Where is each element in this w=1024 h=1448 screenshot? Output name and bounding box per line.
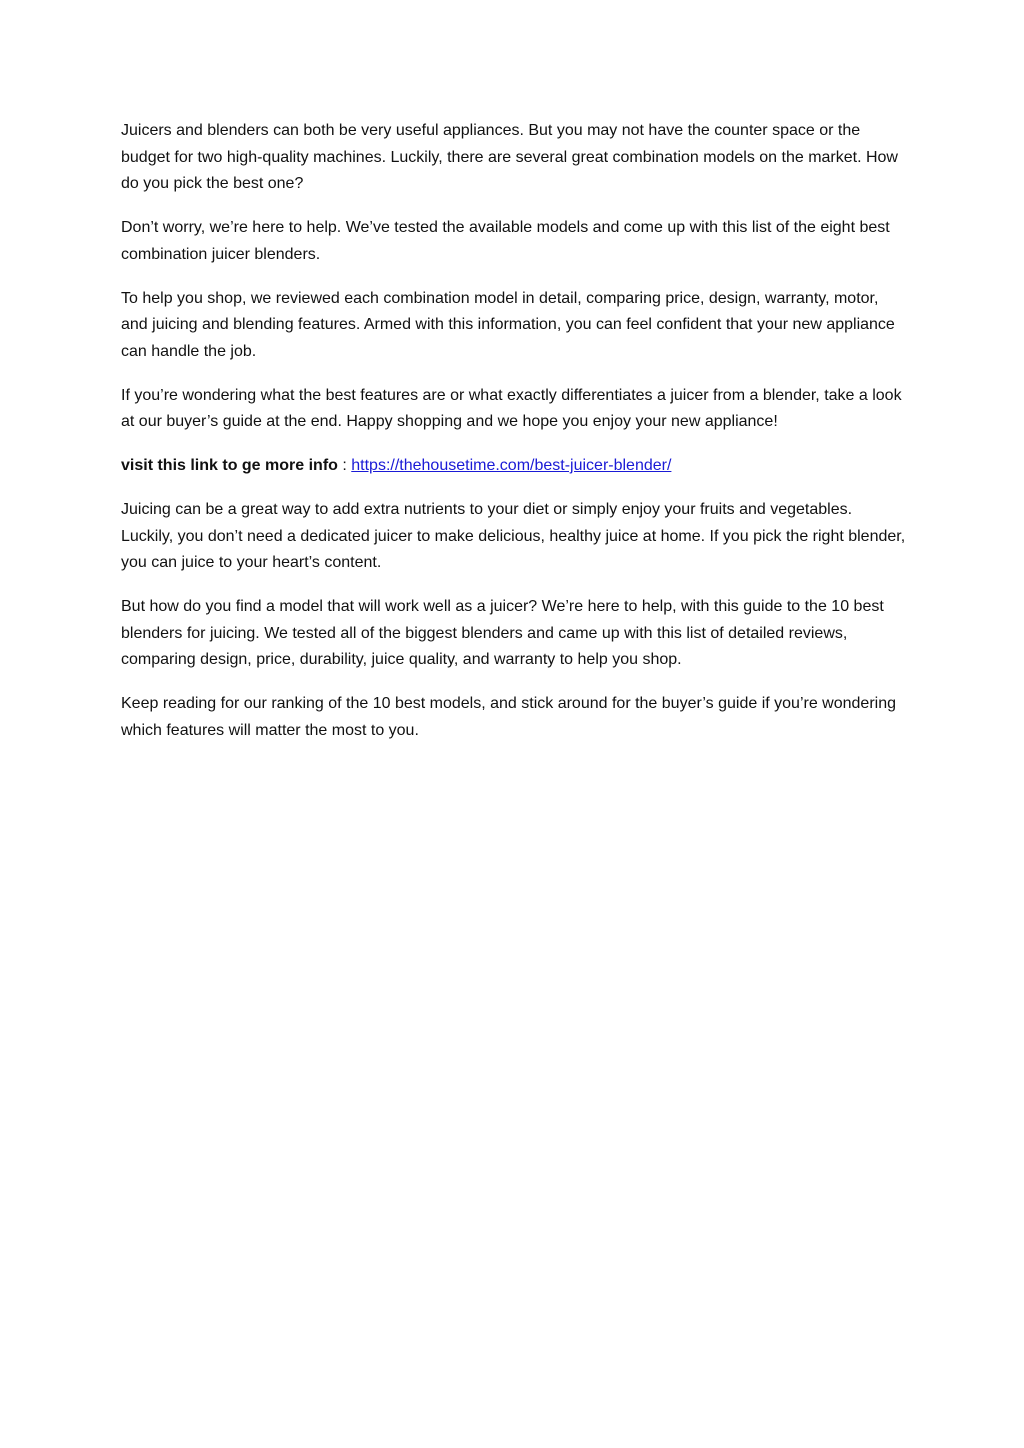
- paragraph-buyers-guide: If you’re wondering what the best features are or what exactly differentiates a juicer from a blender, take a look at our buyer’s guide at the end. Happy shopping and we hope you enjoy your new appliance!: [121, 386, 902, 430]
- link-label: visit this link to ge more info: [121, 457, 338, 474]
- paragraph-ten-best: But how do you find a model that will work well as a juicer? We’re here to help, with this guide to the 10 best blenders for juicing. We tested all of the biggest blenders and came up with this list of detailed reviews, comparing design, price, durability, juice quality, and warranty to help you shop.: [121, 598, 884, 668]
- link-separator: :: [337, 457, 352, 474]
- paragraph-keep-reading: Keep reading for our ranking of the 10 best models, and stick around for the buyer’s guide if you’re wondering which features will matter the most to you.: [121, 695, 896, 739]
- paragraph-intro: Juicers and blenders can both be very useful appliances. But you may not have the counter space or the budget for two high-quality machines. Luckily, there are several great combination models on the market. How do you pick the best one?: [121, 122, 898, 192]
- document-body: [121, 118, 906, 762]
- paragraph-reassurance: Don’t worry, we’re here to help. We’ve tested the available models and come up with this list of the eight best combination juicer blenders.: [121, 219, 890, 263]
- paragraph-juicing: Juicing can be a great way to add extra nutrients to your diet or simply enjoy your fruits and vegetables. Luckily, you don’t need a dedicated juicer to make delicious, healthy juice at home. If you pick the right blender, you can juice to your heart’s content.: [121, 501, 906, 571]
- source-link[interactable]: https://thehousetime.com/best-juicer-blender/: [351, 457, 672, 474]
- link-line: [121, 453, 906, 480]
- paragraph-review-method: To help you shop, we reviewed each combination model in detail, comparing price, design, warranty, motor, and juicing and blending features. Armed with this information, you can feel confident that your new appliance can handle the job.: [121, 289, 895, 360]
